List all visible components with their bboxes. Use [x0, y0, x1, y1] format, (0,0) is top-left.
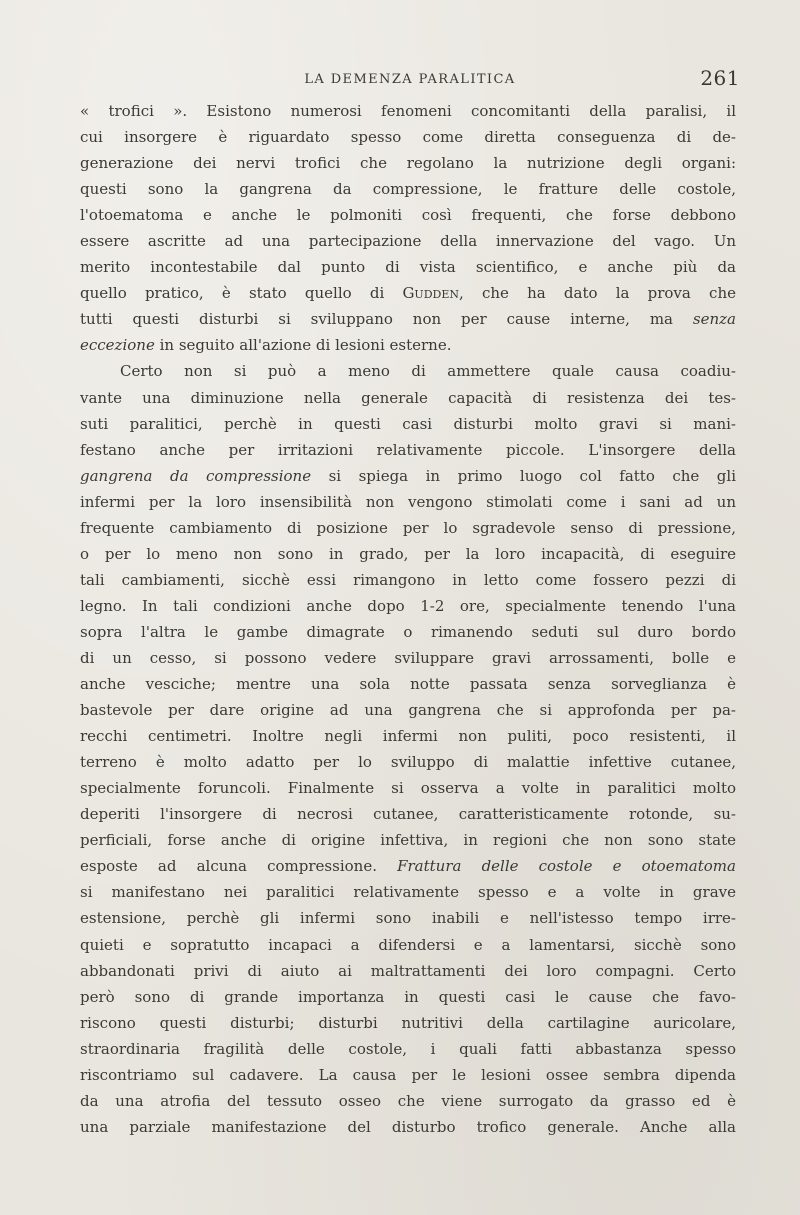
text-line: bastevole per dare origine ad una gangrena che si approfonda per pa-: [80, 701, 736, 720]
text-line: straordinaria fragilità delle costole, i quali fatti abbastanza spesso: [80, 1039, 736, 1058]
text-line: [80, 306, 736, 332]
text-line: [80, 853, 736, 879]
text-line: recchi centimetri. Inoltre negli infermi non puliti, poco resistenti, il: [80, 727, 736, 746]
text-line: [80, 332, 736, 358]
text-run: in seguito all'azione di lesioni esterne.: [154, 336, 452, 355]
text-run: esposte ad alcuna compressione.: [80, 857, 377, 876]
text-line: da una atrofia del tessuto osseo che viene surrogato da grasso ed è: [80, 1091, 736, 1110]
text-line: abbandonati privi di aiuto ai maltrattamenti dei loro compagni. Certo: [80, 961, 736, 980]
text-line: di un cesso, si possono vedere svilupparе gravi arrossamenti, bolle e: [80, 648, 736, 667]
text-line: l'otoematoma e anche le polmoniti così frequenti, che forse debbono: [80, 206, 736, 225]
italic-emphasis: eccezione: [80, 336, 155, 355]
text-line: essere ascritte ad una partecipazione della innervazione del vago. Un: [80, 232, 736, 251]
text-line: cui insorgere è riguardato spesso come diretta conseguenza di de-: [80, 128, 736, 147]
text-line: festano anche per irritazioni relativamente piccole. L'insorgere della: [80, 440, 736, 459]
text-line: però sono di grande importanza in questi casi le cause che favo-: [80, 987, 736, 1006]
body-text: [80, 98, 736, 1140]
text-line: riscontriamo sul cadavere. La causa per le lesioni ossee sembra dipenda: [80, 1065, 736, 1084]
running-title: LA DEMENZA PARALITICA: [304, 72, 516, 87]
text-line: quieti e sopratutto incapaci a difendersi e a lamentarsi, sicchè sono: [80, 935, 736, 954]
text-run: si spiega in primo luogo col fatto che gli: [311, 466, 736, 485]
italic-heading-inline: Frattura delle costole e otoematoma: [397, 857, 736, 876]
author-name-gudden: Gudden: [402, 284, 459, 303]
text-run: , che ha dato la prova che: [459, 284, 736, 303]
text-line: generazione dei nervi trofici che regolano la nutrizione degli organi:: [80, 154, 736, 173]
text-line: riscono questi disturbi; disturbi nutritivi della cartilagine auricolare,: [80, 1013, 736, 1032]
running-head: [80, 68, 740, 92]
text-line: [80, 280, 736, 306]
text-line: [80, 463, 736, 489]
text-line: legno. In tali condizioni anche dopo 1-2 ore, specialmente tenendo l'una: [80, 596, 736, 615]
italic-heading-inline: gangrena da compressione: [80, 466, 312, 485]
page-number: 261: [700, 66, 740, 90]
text-run: quello pratico, è stato quello di: [80, 284, 385, 303]
text-line: merito incontestabile dal punto di vista scientifico, e anche più da: [80, 258, 736, 277]
text-line: una parziale manifestazione del disturbo trofico generale. Anche alla: [80, 1117, 736, 1136]
text-run: tutti questi disturbi si sviluppano non per cause interne, ma: [80, 310, 673, 329]
text-line: terreno è molto adatto per lo sviluppo di malattie infettive cutanee,: [80, 753, 736, 772]
text-line: « trofici ». Esistono numerosi fenomeni concomitanti della paralisi, il: [80, 102, 736, 120]
italic-emphasis: senza: [692, 310, 736, 329]
text-line: anche vesciche; mentre una sola notte passata senza sorveglianza è: [80, 675, 736, 694]
text-line: questi sono la gangrena da compressione, le fratture delle costole,: [80, 180, 736, 199]
text-line: sopra l'altra le gambe dimagrate o rimanendo seduti sul duro bordo: [80, 622, 736, 641]
text-line: si manifestano nei paralitici relativamente spesso e a volte in grave: [80, 883, 736, 902]
text-line: estensione, perchè gli infermi sono inabili e nell'istesso tempo irre-: [80, 909, 736, 928]
text-line: deperiti l'insorgere di necrosi cutanee, caratteristicamente rotonde, su-: [80, 805, 736, 824]
text-line: infermi per la loro insensibilità non vengono stimolati come i sani ad un: [80, 492, 736, 511]
text-line: tali cambiamenti, sicchè essi rimangono in letto come fossero pezzi di: [80, 570, 736, 589]
text-line: suti paralitici, perchè in questi casi disturbi molto gravi si mani-: [80, 414, 736, 433]
text-line: specialmente foruncoli. Finalmente si osserva a volte in paralitici molto: [80, 779, 736, 798]
text-line: frequente cambiamento di posizione per lo sgradevole senso di pressione,: [80, 518, 736, 537]
text-line: vante una diminuzione nella generale capacità di resistenza dei tes-: [80, 388, 736, 407]
text-line: o per lo meno non sono in grado, per la loro incapacità, di eseguire: [80, 544, 736, 563]
text-line: perficiali, forse anche di origine infettiva, in regioni che non sono state: [80, 831, 736, 850]
paragraph-first-line: Certo non si può a meno di ammettere quale causa coadiu-: [120, 362, 736, 381]
